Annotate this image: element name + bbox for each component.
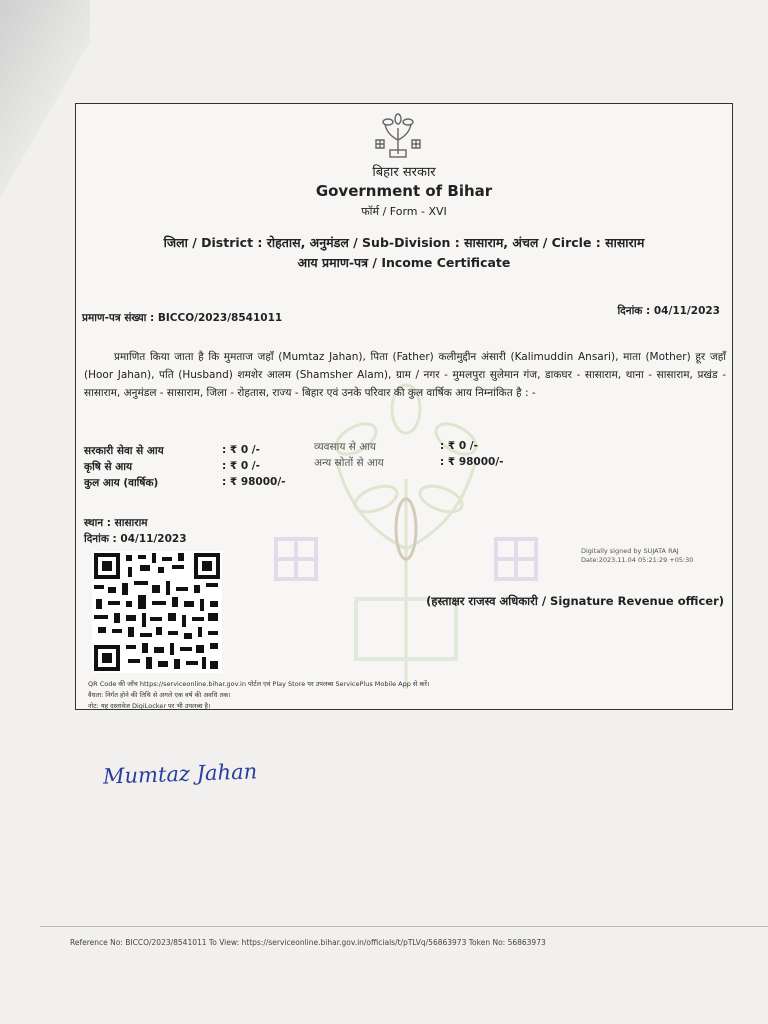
gov-service-label: सरकारी सेवा से आय — [84, 445, 164, 457]
total-income-label: कुल आय (वार्षिक) — [84, 477, 159, 489]
digital-signature-name: Digitally signed by SUJATA RAJ — [581, 547, 679, 555]
business-label: व्यवसाय से आय — [314, 441, 377, 453]
issue-date: दिनांक : 04/11/2023 — [617, 305, 720, 317]
digital-signature-date: Date:2023.11.04 05:21:29 +05:30 — [581, 556, 694, 564]
footer-divider — [40, 926, 768, 927]
qr-code[interactable] — [92, 551, 222, 673]
income-certificate — [75, 103, 733, 710]
note-line-3: नोट: यह दस्तावेज DigiLocker पर भी उपलब्ध है। — [88, 702, 211, 710]
other-sources-value: : ₹ 98000/- — [440, 456, 504, 468]
note-line-1: QR Code की जाँच https://serviceonline.bihar.gov.in पोर्टल एवं Play Store पर उपलब्ध ServicePlus Mobile App से करें। — [88, 680, 430, 688]
agriculture-label: कृषि से आय — [84, 461, 133, 473]
header-title: Government of Bihar — [315, 182, 493, 200]
business-value: : ₹ 0 /- — [440, 440, 478, 452]
footer-reference: Reference No: BICCO/2023/8541011 To View: https://serviceonline.bihar.gov.in/officials/t/pTLVq/56863973 Token No: 56863973 — [70, 938, 546, 947]
header-hindi-title: बिहार सरकार — [372, 165, 436, 180]
agriculture-value: : ₹ 0 /- — [222, 460, 260, 472]
form-number: फॉर्म / Form - XVI — [361, 205, 447, 218]
gov-service-value: : ₹ 0 /- — [222, 444, 260, 456]
place-date: दिनांक : 04/11/2023 — [84, 533, 187, 545]
total-income-value: : ₹ 98000/- — [222, 476, 286, 488]
certificate-title: आय प्रमाण-पत्र / Income Certificate — [297, 255, 511, 270]
certificate-body-text: प्रमाणित किया जाता है कि मुमताज जहाँ (Mumtaz Jahan), पिता (Father) कलीमुद्दीन अंसारी (Kalimuddin Ansari), माता (Mother) हूर जहाँ (Hoor Jahan), पति (Husband) शमशेर आलम (Shamsher Alam), ग्राम / नगर - मुमलपुरा सुलेमान गंज, डाकघर - सासाराम, थाना - सासाराम, प्रखंड - सासाराम, अनुमंडल - सासाराम, जिला - रोहतास, राज्य - बिहार एवं उनके परिवार की कुल वार्षिक आय निम्नांकित है : - — [84, 351, 726, 399]
note-line-2: वैधता: निर्गत होने की तिथि से अगले एक वर्ष की अवधि तक। — [88, 691, 231, 699]
place: स्थान : सासाराम — [84, 517, 148, 529]
district-line: जिला / District : रोहतास, अनुमंडल / Sub-Division : सासाराम, अंचल / Circle : सासाराम — [163, 235, 645, 250]
other-sources-label: अन्य स्रोतों से आय — [314, 457, 384, 469]
certificate-number: प्रमाण-पत्र संख्या : BICCO/2023/8541011 — [82, 312, 283, 324]
signature-officer-label: (हस्ताक्षर राजस्व अधिकारी / Signature Revenue officer) — [426, 594, 724, 608]
bihar-emblem-logo — [372, 110, 424, 162]
handwritten-signature: Mumtaz Jahan — [102, 759, 258, 789]
digital-signature-stamp — [581, 547, 693, 565]
